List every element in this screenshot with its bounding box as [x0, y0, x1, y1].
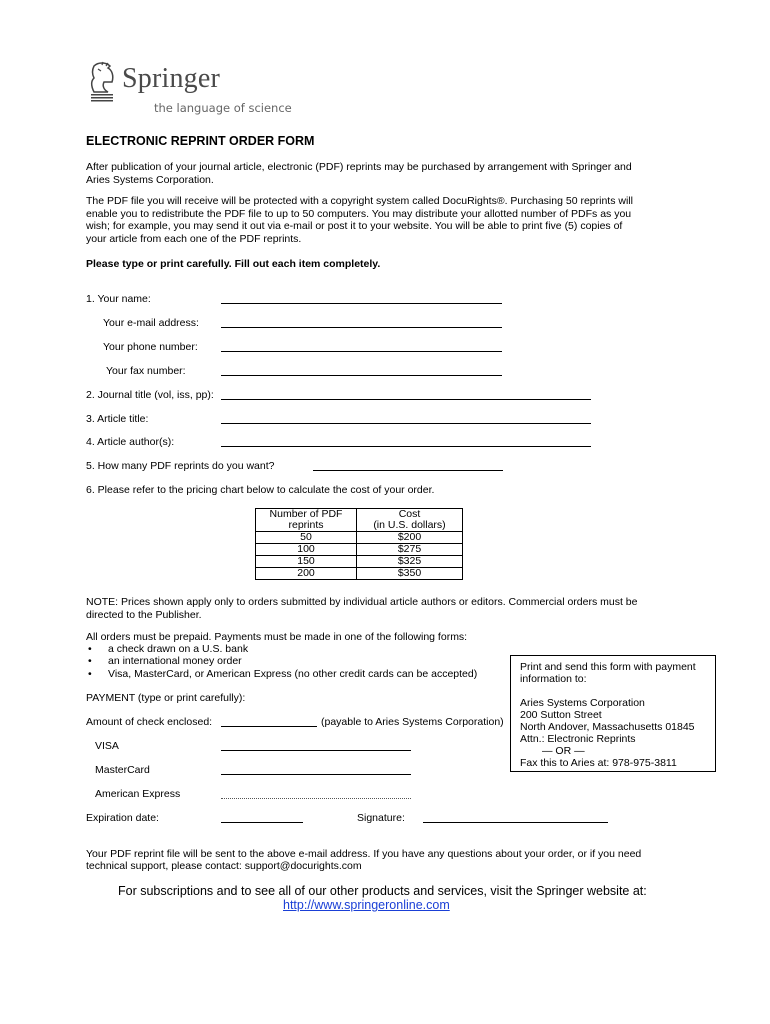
send-to-box [510, 655, 716, 772]
article-title-label: 3. Article title: [86, 413, 149, 425]
check-amount-field[interactable] [221, 726, 317, 727]
check-payable-note: (payable to Aries Systems Corporation) [321, 716, 504, 728]
table-header-qty: Number of PDF reprints [256, 509, 357, 532]
article-title-field[interactable] [221, 423, 591, 424]
mastercard-field[interactable] [221, 774, 411, 775]
payment-heading: PAYMENT (type or print carefully): [86, 692, 246, 704]
how-many-label: 5. How many PDF reprints do you want? [86, 460, 275, 472]
table-row: 100 $275 [256, 544, 463, 556]
amex-label: American Express [95, 788, 181, 800]
list-item: • a check drawn on a U.S. bank [86, 643, 477, 655]
form-title: ELECTRONIC REPRINT ORDER FORM [86, 134, 315, 148]
table-row: 200 $350 [256, 568, 463, 580]
signature-label: Signature: [357, 812, 405, 824]
email-field[interactable] [221, 327, 502, 328]
list-item: • Visa, MasterCard, or American Express (no other credit cards can be accepted) [86, 668, 477, 680]
table-row: 150 $325 [256, 556, 463, 568]
payment-forms-list [86, 643, 477, 680]
logo-wordmark: Springer [122, 63, 221, 94]
intro-paragraph-1: After publication of your journal article, electronic (PDF) reprints may be purchased by arrangement with Springer and Aries Systems Corporation. [86, 161, 632, 186]
journal-field[interactable] [221, 399, 591, 400]
phone-field[interactable] [221, 351, 502, 352]
journal-label: 2. Journal title (vol, iss, pp): [86, 389, 214, 401]
fax-field[interactable] [221, 375, 502, 376]
pricing-table [255, 508, 463, 580]
springer-website-link[interactable]: http://www.springeronline.com [283, 898, 450, 912]
table-header-cost: Cost (in U.S. dollars) [357, 509, 463, 532]
how-many-field[interactable] [313, 470, 503, 471]
email-label: Your e-mail address: [103, 317, 199, 329]
note-text: NOTE: Prices shown apply only to orders submitted by individual article authors or editors. Commercial orders must be directed to the Publisher. [86, 596, 638, 621]
phone-label: Your phone number: [103, 341, 198, 353]
visa-label: VISA [95, 740, 119, 752]
expiration-label: Expiration date: [86, 812, 159, 824]
fax-label: Your fax number: [106, 365, 186, 377]
horse-head-icon [86, 60, 120, 104]
intro-paragraph-2: The PDF file you will receive will be protected with a copyright system called DocuRights®. Purchasing 50 reprints will enable you to redistribute the PDF file to up to 50 computers. You may distribute your allotted number of PDFs as you wish; for example, you may send it out via e-mail or post it to your website. You will be able to print five (5) copies of your article from each one of the PDF reprints. [86, 195, 633, 245]
signature-field[interactable] [423, 822, 608, 823]
visa-field[interactable] [221, 750, 411, 751]
logo-tagline: the language of science [154, 101, 292, 115]
mastercard-label: MasterCard [95, 764, 150, 776]
table-row: 50 $200 [256, 532, 463, 544]
send-address: Aries Systems Corporation 200 Sutton Street North Andover, Massachusetts 01845 Attn.: Electronic Reprints — OR — Fax this to Aries at: 978-975-3811 [520, 697, 695, 770]
name-label: 1. Your name: [86, 293, 151, 305]
authors-field[interactable] [221, 446, 591, 447]
support-text: Your PDF reprint file will be sent to the above e-mail address. If you have any questions about your order, or if you need technical support, please contact: support@docurights.com [86, 848, 642, 873]
springer-logo [86, 58, 306, 120]
authors-label: 4. Article author(s): [86, 436, 175, 448]
check-amount-label: Amount of check enclosed: [86, 716, 213, 728]
payment-intro: All orders must be prepaid. Payments must be made in one of the following forms: [86, 631, 468, 643]
subscriptions-text: For subscriptions and to see all of our other products and services, visit the Springer website at: [118, 884, 647, 898]
name-field[interactable] [221, 303, 502, 304]
list-item: • an international money order [86, 655, 477, 667]
instruction-text: Please type or print carefully. Fill out each item completely. [86, 258, 381, 270]
amex-field[interactable] [221, 798, 411, 799]
send-instruction: Print and send this form with payment information to: [520, 661, 696, 686]
expiration-field[interactable] [221, 822, 303, 823]
pricing-ref-label: 6. Please refer to the pricing chart below to calculate the cost of your order. [86, 484, 435, 496]
